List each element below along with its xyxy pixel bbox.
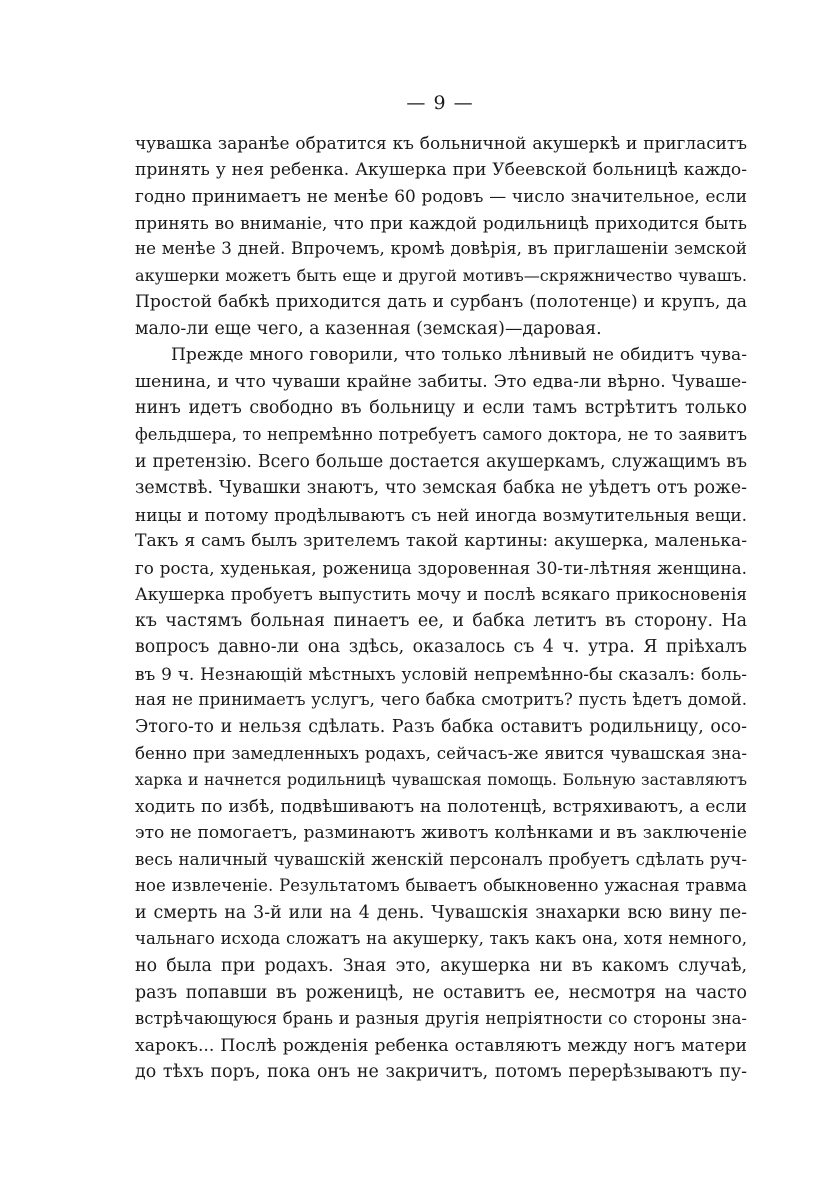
text-line: ходить по избѣ, подвѣшиваютъ на полотенцѣ, встряхиваютъ, а если xyxy=(135,796,747,817)
text-line: это не помогаетъ, разминаютъ животъ колѣнками и въ заключеніе xyxy=(135,823,747,844)
text-line: вопросъ давно-ли она здѣсь, оказалось съ 4 ч. утра. Я пріѣхалъ xyxy=(135,637,747,658)
text-line: годно принимаетъ не менѣе 60 родовъ — число значительное, если xyxy=(135,186,747,207)
text-line: нинъ идетъ свободно въ больницу и если тамъ встрѣтитъ только xyxy=(135,398,747,419)
text-line: чувашка заранѣе обратится къ больничной акушеркѣ и пригласитъ xyxy=(135,133,747,153)
text-line: въ 9 ч. Незнающій мѣстныхъ условій непремѣнно-бы сказалъ: боль- xyxy=(135,663,747,684)
text-line: Прежде много говорили, что только лѣнивый не обидитъ чува- xyxy=(171,345,747,366)
text-line: Акушерка пробуетъ выпустить мочу и послѣ всякаго прикосновенія xyxy=(135,584,747,605)
text-line: разъ попавши въ роженицѣ, не оставитъ ее, несмотря на часто xyxy=(135,982,747,1003)
text-line: къ частямъ больная пинаетъ ее, и бабка летитъ въ сторону. На xyxy=(135,610,747,631)
text-line: мало-ли еще чего, а казенная (земская)—даровая. xyxy=(135,318,602,339)
text-line: и претензію. Всего больше достается акушеркамъ, служащимъ въ xyxy=(135,451,747,472)
text-line: весь наличный чувашскій женскій персоналъ пробуетъ сдѣлать руч- xyxy=(135,849,747,869)
text-line: Такъ я самъ былъ зрителемъ такой картины: акушерка, маленька- xyxy=(135,531,747,552)
page-number: — 9 — xyxy=(406,92,474,114)
text-line: чальнаго исхода сложатъ на акушерку, такъ какъ она, хотя немного, xyxy=(135,929,747,949)
text-line: Этого-то и нельзя сдѣлать. Разъ бабка оставитъ родильницу, осо- xyxy=(135,717,747,738)
text-line: до тѣхъ поръ, пока онъ не закричитъ, потомъ перерѣзываютъ пу- xyxy=(135,1062,747,1083)
text-line: ное извлеченіе. Результатомъ бываетъ обыкновенно ужасная травма xyxy=(135,876,747,896)
text-line: и смерть на 3-й или на 4 день. Чувашскія знахарки всю вину пе- xyxy=(135,902,747,923)
text-line: встрѣчающуюся брань и разныя другія непріятности со стороны зна- xyxy=(135,1009,747,1029)
text-line: шенина, и что чуваши крайне забиты. Это едва-ли вѣрно. Чуваше- xyxy=(135,371,747,392)
text-line: акушерки можетъ быть еще и другой мотивъ—скряжничество чувашъ. xyxy=(135,265,747,285)
text-line: не менѣе 3 дней. Впрочемъ, кромѣ довѣрія, въ приглашеніи земской xyxy=(135,239,747,259)
text-line: харка и начнется родильницѣ чувашская помощь. Больную заставляютъ xyxy=(135,770,747,790)
text-line: земствѣ. Чувашки знаютъ, что земская бабка не уѣдетъ отъ роже- xyxy=(135,478,747,499)
text-line: харокъ... Послѣ рожденія ребенка оставляютъ между ногъ матери xyxy=(135,1035,747,1056)
text-line: Простой бабкѣ приходится дать и сурбанъ (полотенце) и крупъ, да xyxy=(135,292,747,313)
text-line: но была при родахъ. Зная это, акушерка ни въ какомъ случаѣ, xyxy=(135,955,747,976)
text-line: ная не принимаетъ услугъ, чего бабка смотритъ? пусть ѣдетъ домой. xyxy=(135,690,747,710)
text-line: принять во вниманіе, что при каждой родильницѣ приходится быть xyxy=(135,212,747,233)
text-line: фельдшера, то непремѣнно потребуетъ самого доктора, не то заявитъ xyxy=(135,425,747,445)
text-line: принять у нея ребенка. Акушерка при Убеевской больницѣ каждо- xyxy=(135,159,747,180)
body-text xyxy=(135,130,747,1086)
text-line: го роста, худенькая, роженица здоровенная 30-ти-лѣтняя женщина. xyxy=(135,557,747,578)
text-line: бенно при замедленныхъ родахъ, сейчасъ-же явится чувашская зна- xyxy=(135,743,747,763)
text-line: ницы и потому продѣлываютъ съ ней иногда возмутительныя вещи. xyxy=(135,504,747,525)
